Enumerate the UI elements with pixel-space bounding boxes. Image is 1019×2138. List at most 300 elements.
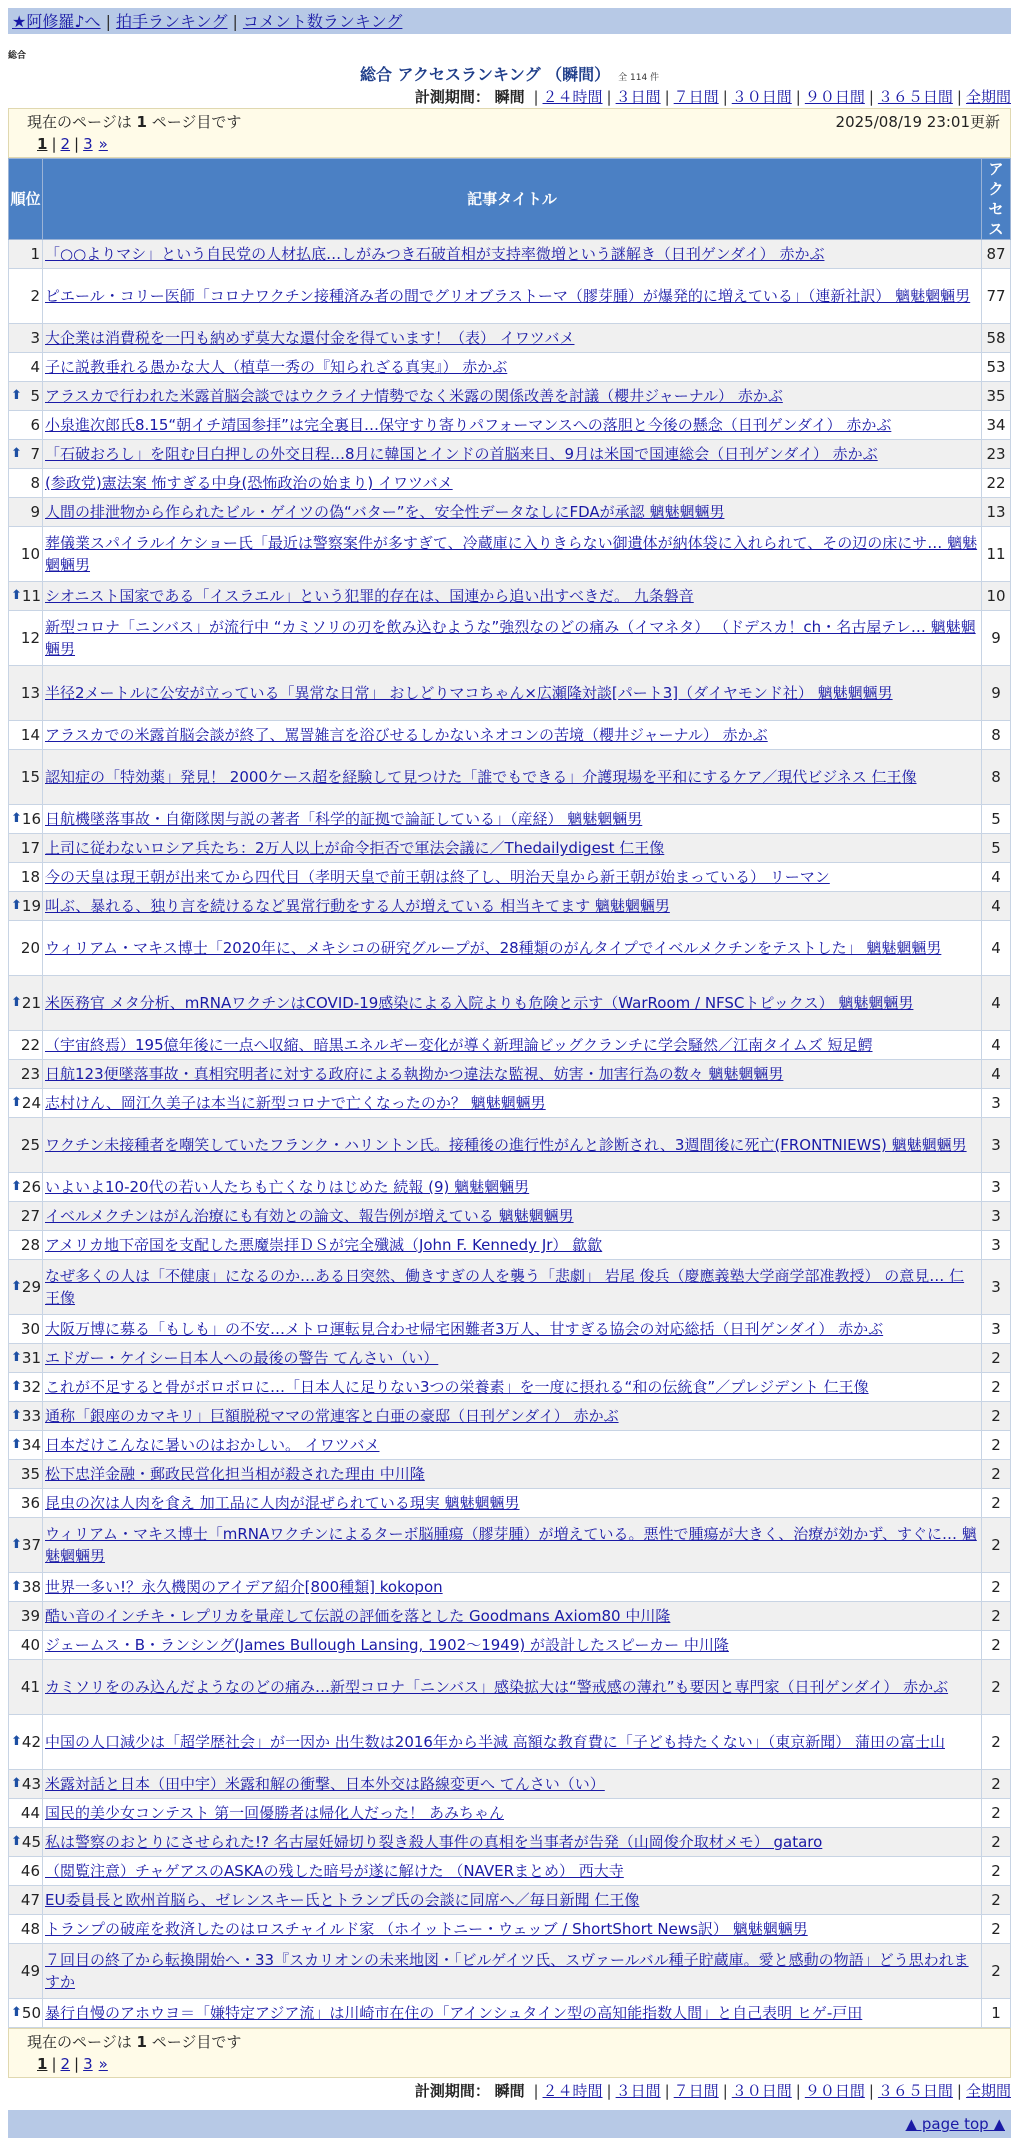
rank-cell [9,834,43,863]
access-count: 9 [982,666,1011,721]
separator: | [722,2082,728,2100]
article-title-link[interactable]: 「○○よりマシ」という自民党の人材払底…しがみつき石破首相が支持率微増という謎解き（日刊ゲンダイ） 赤かぶ [45,245,825,263]
rank-cell [9,1402,43,1431]
rank-number: 33 [21,1407,41,1425]
article-title-link[interactable]: 大阪万博に募る「もしも」の不安…メトロ運転見合わせ帰宅困難者3万人、甘すぎる協会の対応総括（日刊ゲンダイ） 赤かぶ [45,1320,884,1338]
ranking-row [9,1089,1011,1118]
ranking-row [9,498,1011,527]
access-count: 2 [982,1344,1011,1373]
rank-number: 22 [20,1036,40,1054]
separator: | [606,2082,612,2100]
article-title-link[interactable]: いよいよ10-20代の若い人たちも亡くなりはじめた 続報 (9) 魑魅魍魎男 [45,1178,530,1196]
ranking-row [9,1573,1011,1602]
rank-number: 21 [21,994,41,1012]
home-link[interactable]: ★阿修羅♪へ [12,12,101,31]
rank-number: 45 [21,1833,41,1851]
title-cell [43,611,982,666]
article-title-link[interactable]: 米医務官 メタ分析、mRNAワクチンはCOVID-19感染による入院よりも危険と示す（WarRoom / NFSCトピックス） 魑魅魍魎男 [45,994,914,1012]
total-count: 全 114 件 [618,73,660,83]
access-count: 13 [982,498,1011,527]
rank-cell [9,353,43,382]
article-title-link[interactable]: 日航機墜落事故・自衛隊関与説の著者「科学的証拠で論証している」（産経） 魑魅魍魎男 [45,810,643,828]
title-cell [43,976,982,1031]
rank-cell [9,1315,43,1344]
rank-up-arrow-icon: ⬆ [11,588,22,603]
ranking-row [9,1886,1011,1915]
access-count: 2 [982,1828,1011,1857]
separator: | [533,2082,539,2100]
access-count: 3 [982,1089,1011,1118]
rank-number: 23 [20,1065,40,1083]
access-count: 4 [982,1060,1011,1089]
rank-number: 30 [20,1320,40,1338]
period-option-link[interactable]: ７日間 [673,88,719,106]
ranking-row [9,721,1011,750]
rank-number: 46 [20,1862,40,1880]
page-link[interactable]: 3 [83,135,93,153]
ranking-row [9,834,1011,863]
rank-number: 41 [20,1678,40,1696]
access-count: 11 [982,527,1011,582]
article-title-link[interactable]: これが不足すると骨がボロボロに…「日本人に足りない3つの栄養素」を一度に摂れる“和の伝統食”／プレジデント 仁王像 [45,1378,869,1396]
rank-cell [9,1631,43,1660]
access-count: 3 [982,1173,1011,1202]
title-cell [43,1944,982,1999]
article-title-link[interactable]: 子に説教垂れる愚かな大人（植草一秀の『知られざる真実』） 赤かぶ [45,358,508,376]
access-count: 8 [982,750,1011,805]
title-cell [43,1770,982,1799]
title-cell [43,353,982,382]
access-count: 8 [982,721,1011,750]
updated-time: 2025/08/19 23:01更新 [835,113,1000,131]
access-count: 2 [982,1857,1011,1886]
article-title-link[interactable]: 日本だけこんなに暑いのはおかしい。 イワツバメ [45,1436,380,1454]
article-title-link[interactable]: 昆虫の次は人肉を食え 加工品に人肉が混ぜられている現実 魑魅魍魎男 [45,1494,520,1512]
article-title-link[interactable]: アラスカでの米露首脳会談が終了、罵詈雑言を浴びせるしかないネオコンの苦境（櫻井ジャーナル） 赤かぶ [45,726,768,744]
ranking-row [9,353,1011,382]
rank-cell [9,1231,43,1260]
rank-number: 47 [20,1891,40,1909]
ranking-row [9,269,1011,324]
ranking-row [9,1315,1011,1344]
title-cell [43,1231,982,1260]
access-count: 9 [982,611,1011,666]
title-cell [43,1031,982,1060]
article-title-link[interactable]: カミソリをのみ込んだようなのどの痛み…新型コロナ「ニンバス」感染拡大は“警戒感の薄れ”も要因と専門家（日刊ゲンダイ） 赤かぶ [45,1678,949,1696]
rank-number: 50 [21,2004,41,2022]
period-selector-top [0,86,1011,108]
access-count: 2 [982,1489,1011,1518]
rank-up-arrow-icon: ⬆ [11,446,22,461]
ranking-row [9,582,1011,611]
access-count: 4 [982,863,1011,892]
period-option-link[interactable]: ３０日間 [731,88,792,106]
article-title-link[interactable]: ワクチン未接種者を嘲笑していたフランク・ハリントン氏。接種後の進行性がんと診断され、3週間後に死亡(FRONTNIEWS) 魑魅魍魎男 [45,1136,967,1154]
period-selector-bottom [0,2080,1011,2102]
ranking-row [9,1118,1011,1173]
title-cell [43,1573,982,1602]
access-count: 3 [982,1118,1011,1173]
article-title-link[interactable]: シオニスト国家である「イスラエル」という犯罪的存在は、国連から追い出すべきだ。 九条磐音 [45,587,694,605]
separator: | [533,88,539,106]
ranking-row [9,1518,1011,1573]
rank-cell [9,1944,43,1999]
separator: | [74,2055,80,2073]
ranking-row [9,1915,1011,1944]
article-title-link[interactable]: 暴行自慢のアホウヨ＝「嫌特定アジア流」は川崎市在住の「アインシュタイン型の高知能指数人間」と自己表明 ヒゲ-戸田 [45,2004,863,2022]
access-count: 2 [982,1660,1011,1715]
title-cell [43,750,982,805]
period-option-link[interactable]: ３０日間 [731,2082,792,2100]
access-count: 34 [982,411,1011,440]
rank-number: 2 [30,287,40,305]
separator: | [664,88,670,106]
article-title-link[interactable]: イベルメクチンはがん治療にも有効との論文、報告例が増えている 魑魅魍魎男 [45,1207,574,1225]
ranking-row [9,1799,1011,1828]
rank-number: 5 [30,387,40,405]
separator: | [956,2082,962,2100]
rank-cell [9,527,43,582]
rank-up-arrow-icon: ⬆ [11,1437,22,1452]
separator: | [795,2082,801,2100]
rank-up-arrow-icon: ⬆ [11,388,22,403]
article-title-link[interactable]: 人間の排泄物から作られたビル・ゲイツの偽“バター”を、安全性データなしにFDAが承認 魑魅魍魎男 [45,503,725,521]
rank-up-arrow-icon: ⬆ [11,1350,22,1365]
comment-ranking-link[interactable]: コメント数ランキング [242,12,403,31]
article-title-link[interactable]: ウィリアム・マキス博士「2020年に、メキシコの研究グループが、28種類のがんタイプでイベルメクチンをテストした」 魑魅魍魎男 [45,939,942,957]
title-cell [43,1173,982,1202]
title-cell [43,1060,982,1089]
rank-cell [9,582,43,611]
article-title-link[interactable]: （閲覧注意）チャゲアスのASKAの残した暗号が遂に解けた （NAVERまとめ） 西大寺 [45,1862,624,1880]
ranking-row [9,1857,1011,1886]
title-cell [43,382,982,411]
title-cell [43,1631,982,1660]
ranking-row [9,1202,1011,1231]
article-title-link[interactable]: アラスカで行われた米露首脳会談ではウクライナ情勢でなく米露の関係改善を討議（櫻井ジャーナル） 赤かぶ [45,387,783,405]
period-current: 瞬間 [494,88,525,106]
page-link[interactable]: 1 [37,135,48,153]
rank-cell [9,469,43,498]
rank-cell [9,1489,43,1518]
rank-number: 27 [20,1207,40,1225]
rank-number: 43 [21,1775,41,1793]
ranking-row [9,1489,1011,1518]
ranking-row [9,611,1011,666]
pager-top [8,108,1011,158]
rank-cell [9,611,43,666]
title-cell [43,1202,982,1231]
article-title-link[interactable]: 国民的美少女コンテスト 第一回優勝者は帰化人だった！ あみちゃん [45,1804,504,1822]
article-title-link[interactable]: 上司に従わないロシア兵たち：2万人以上が命令拒否で軍法会議に／Thedailydigest 仁王像 [45,839,665,857]
article-title-link[interactable]: アメリカ地下帝国を支配した悪魔崇拝ＤＳが完全殲滅（John F. Kennedy Jr） 歙歙 [45,1236,603,1254]
separator: | [606,88,612,106]
rank-number: 29 [21,1278,41,1296]
article-title-link[interactable]: 叫ぶ、暴れる、独り言を続けるなど異常行動をする人が増えている 相当キてます 魑魅魍魎男 [45,897,670,915]
page-links [37,133,1000,155]
article-title-link[interactable]: ジェームス・B・ランシング(James Bullough Lansing, 1902～1949) が設計したスピーカー 中川隆 [45,1636,729,1654]
period-option-link[interactable]: 全期間 [965,2082,1011,2100]
rank-number: 1 [30,245,40,263]
rank-cell [9,721,43,750]
rank-cell [9,750,43,805]
rank-number: 15 [20,768,40,786]
article-title-link[interactable]: （宇宙終焉）195億年後に一点へ収縮、暗黒エネルギー変化が導く新理論ビッグクランチに学会騒然／江南タイムズ 短足鰐 [45,1036,873,1054]
title-cell [43,892,982,921]
access-count: 4 [982,921,1011,976]
rank-cell [9,1715,43,1770]
access-count: 2 [982,1602,1011,1631]
access-count: 5 [982,834,1011,863]
rank-number: 4 [30,358,40,376]
rank-cell [9,1602,43,1631]
rank-cell [9,240,43,269]
article-title-link[interactable]: トランプの破産を救済したのはロスチャイルド家 （ホイットニー・ウェッブ / ShortShort News訳） 魑魅魍魎男 [45,1920,808,1938]
access-count: 2 [982,1518,1011,1573]
rank-number: 7 [30,445,40,463]
article-title-link[interactable]: EU委員長と欧州首脳ら、ゼレンスキー氏とトランプ氏の会談に同席へ／毎日新聞 仁王像 [45,1891,640,1909]
rank-cell [9,1031,43,1060]
rank-cell [9,1260,43,1315]
title-cell [43,1828,982,1857]
ranking-row [9,1344,1011,1373]
rank-number: 3 [30,329,40,347]
rank-up-arrow-icon: ⬆ [11,1179,22,1194]
rank-up-arrow-icon: ⬆ [11,811,22,826]
rank-number: 36 [20,1494,40,1512]
ranking-row [9,1602,1011,1631]
rank-number: 14 [20,726,40,744]
access-count: 2 [982,1402,1011,1431]
article-title-link[interactable]: 世界一多い!？永久機関のアイデア紹介[800種類] kokopon [45,1578,443,1596]
period-option-link[interactable]: ９０日間 [804,88,865,106]
rank-cell [9,1518,43,1573]
article-title-link[interactable]: 米露対話と日本（田中宇）米露和解の衝撃、日本外交は路線変更へ てんさい（い） [45,1775,605,1793]
period-label: 計測期間： [414,88,490,106]
title-cell [43,1260,982,1315]
next-page-link[interactable]: » [98,2055,108,2073]
title-cell [43,834,982,863]
page-link[interactable]: 2 [60,2055,71,2073]
rank-up-arrow-icon: ⬆ [11,1579,22,1594]
separator: | [722,88,728,106]
period-option-link[interactable]: ９０日間 [804,2082,865,2100]
ranking-row [9,1828,1011,1857]
title-cell [43,324,982,353]
ranking-row [9,750,1011,805]
ranking-row [9,1173,1011,1202]
rank-number: 32 [21,1378,41,1396]
rank-cell [9,1857,43,1886]
title-cell [43,1857,982,1886]
article-title-link[interactable]: ７回目の終了から転換開始へ・33『スカリオンの未来地図・「ビルゲイツ氏、スヴァールバル種子貯蔵庫。愛と感動の物語」どう思われますか [45,1951,969,1991]
page-top-link[interactable]: ▲ page top ▲ [905,2115,1005,2133]
ranking-row [9,1402,1011,1431]
rank-number: 12 [20,629,40,647]
article-title-link[interactable]: 松下忠洋金融・郵政民営化担当相が殺された理由 中川隆 [45,1465,425,1483]
article-title-link[interactable]: なぜ多くの人は「不健康」になるのか…ある日突然、働きすぎの人を襲う「悲劇」 岩尾 俊兵（慶應義塾大学商学部准教授） の意見… 仁王像 [45,1267,965,1307]
rank-cell [9,269,43,324]
next-page-link[interactable]: » [98,135,108,153]
title-cell [43,721,982,750]
clap-ranking-link[interactable]: 拍手ランキング [115,12,228,31]
rank-cell [9,1886,43,1915]
ranking-row [9,1631,1011,1660]
page-link[interactable]: 3 [83,2055,93,2073]
ranking-row [9,863,1011,892]
rank-cell [9,863,43,892]
separator: | [956,88,962,106]
rank-cell [9,666,43,721]
article-title-link[interactable]: 中国の人口減少は「超学歴社会」が一因か 出生数は2016年から半減 高額な教育費に「子ども持たくない」（東京新聞） 蒲田の富士山 [45,1733,945,1751]
access-count: 77 [982,269,1011,324]
rank-cell [9,892,43,921]
article-title-link[interactable]: 私は警察のおとりにさせられた!? 名古屋妊婦切り裂き殺人事件の真相を当事者が告発（山岡俊介取材メモ） gataro [45,1833,823,1851]
ranking-row [9,240,1011,269]
rank-cell [9,976,43,1031]
rank-number: 35 [20,1465,40,1483]
title-cell [43,1886,982,1915]
ranking-row [9,921,1011,976]
rank-cell [9,1999,43,2028]
access-count: 4 [982,1031,1011,1060]
rank-cell [9,921,43,976]
rank-number: 11 [21,587,41,605]
pager-bottom [8,2028,1011,2078]
article-title-link[interactable]: 通称「銀座のカマキリ」巨額脱税ママの常連客と白亜の豪邸（日刊ゲンダイ） 赤かぶ [45,1407,619,1425]
ranking-row [9,1260,1011,1315]
top-nav [8,8,1011,34]
article-title-link[interactable]: エドガー・ケイシー日本人への最後の警告 てんさい（い） [45,1349,439,1367]
page-link[interactable]: 2 [60,135,71,153]
period-option-link[interactable]: ２４時間 [542,88,603,106]
article-title-link[interactable]: (参政党)憲法案 怖すぎる中身(恐怖政治の始まり) イワツバメ [45,474,453,492]
ranking-row [9,976,1011,1031]
ranking-row [9,892,1011,921]
ranking-row [9,1431,1011,1460]
period-current: 瞬間 [494,2082,525,2100]
page-status: 現在のページは 1 ページ目です [27,2033,242,2051]
access-count: 2 [982,1886,1011,1915]
rank-number: 25 [20,1136,40,1154]
separator: | [105,12,111,31]
ranking-row [9,1060,1011,1089]
rank-number: 34 [21,1436,41,1454]
rank-number: 6 [30,416,40,434]
rank-number: 18 [20,868,40,886]
article-title-link[interactable]: 今の天皇は現王朝が出来てから四代目（孝明天皇で前王朝は終了し、明治天皇から新王朝が始まっている） リーマン [45,868,830,886]
rank-up-arrow-icon: ⬆ [11,1279,22,1294]
rank-up-arrow-icon: ⬆ [11,2005,22,2020]
article-title-link[interactable]: 認知症の「特効薬」発見！ 2000ケース超を経験して見つけた「誰でもできる」介護現場を平和にするケア／現代ビジネス 仁王像 [45,768,917,786]
title-cell [43,1373,982,1402]
period-option-link[interactable]: ２４時間 [542,2082,603,2100]
ranking-row [9,1999,1011,2028]
rank-number: 24 [21,1094,41,1112]
title-cell [43,1460,982,1489]
rank-cell [9,1828,43,1857]
rank-cell [9,1060,43,1089]
rank-cell [9,411,43,440]
title-cell [43,1799,982,1828]
ranking-row [9,324,1011,353]
article-title-link[interactable]: 酷い音のインチキ・レプリカを量産して伝説の評価を落とした Goodmans Axiom80 中川隆 [45,1607,671,1625]
rank-number: 19 [21,897,41,915]
period-option-link[interactable]: ３６５日間 [877,2082,953,2100]
access-count: 1 [982,1999,1011,2028]
ranking-row [9,1231,1011,1260]
access-count: 2 [982,1715,1011,1770]
rank-cell [9,1915,43,1944]
period-option-link[interactable]: ３日間 [615,88,661,106]
article-title-link[interactable]: 小泉進次郎氏8.15“朝イチ靖国参拝”は完全裏目…保守すり寄りパフォーマンスへの落胆と今後の懸念（日刊ゲンダイ） 赤かぶ [45,416,892,434]
page-status: 現在のページは 1 ページ目です [27,113,242,131]
separator: | [51,2055,57,2073]
rank-number: 26 [21,1178,41,1196]
ranking-row [9,1944,1011,1999]
separator: | [74,135,80,153]
access-count: 10 [982,582,1011,611]
article-title-link[interactable]: 新型コロナ「ニンバス」が流行中 “カミソリの刃を飲み込むような”強烈なのどの痛み（イマネタ） （ドデスカ！ch・名古屋テレ… 魑魅魍魎男 [45,618,976,658]
period-option-link[interactable]: 全期間 [965,88,1011,106]
period-option-link[interactable]: ３日間 [615,2082,661,2100]
period-option-link[interactable]: ７日間 [673,2082,719,2100]
access-count: 4 [982,892,1011,921]
separator: | [795,88,801,106]
rank-cell [9,1202,43,1231]
article-title-link[interactable]: 「石破おろし」を阻む目白押しの外交日程…8月に韓国とインドの首脳来日、9月は米国で国連総会（日刊ゲンダイ） 赤かぶ [45,445,878,463]
separator: | [868,2082,874,2100]
col-title-header: 記事タイトル [43,159,982,240]
rank-number: 20 [20,939,40,957]
period-option-link[interactable]: ３６５日間 [877,88,953,106]
access-count: 2 [982,1944,1011,1999]
rank-number: 16 [21,810,41,828]
rank-number: 28 [20,1236,40,1254]
article-title-link[interactable]: ウィリアム・マキス博士「mRNAワクチンによるターボ脳腫瘍（膠芽腫）が増えている。悪性で腫瘍が大きく、治療が効かず、すぐに… 魑魅魍魎男 [45,1525,977,1565]
title-cell [43,1118,982,1173]
period-options [529,88,1011,106]
rank-number: 13 [20,684,40,702]
article-title-link[interactable]: 半径2メートルに公安が立っている「異常な日常」 おしどりマコちゃん×広瀬隆対談[パート3]（ダイヤモンド社） 魑魅魍魎男 [45,684,893,702]
title-cell [43,269,982,324]
access-count: 2 [982,1373,1011,1402]
rank-number: 38 [21,1578,41,1596]
title-cell [43,1315,982,1344]
rank-number: 49 [20,1962,40,1980]
page-link[interactable]: 1 [37,2055,48,2073]
title-cell [43,1489,982,1518]
rank-number: 39 [20,1607,40,1625]
article-title-link[interactable]: ピエール・コリー医師「コロナワクチン接種済み者の間でグリオブラストーマ（膠芽腫）が爆発的に増えている」（連新社訳） 魑魅魍魎男 [45,287,971,305]
rank-cell [9,1799,43,1828]
period-label: 計測期間： [414,2082,490,2100]
rank-up-arrow-icon: ⬆ [11,898,22,913]
separator: | [51,135,57,153]
access-count: 35 [982,382,1011,411]
article-title-link[interactable]: 日航123便墜落事故・真相究明者に対する政府による執拗かつ違法な監視、妨害・加害行為の数々 魑魅魍魎男 [45,1065,784,1083]
article-title-link[interactable]: 葬儀業スパイラルイケショー氏「最近は警察案件が多すぎて、冷蔵庫に入りきらない御遺体が納体袋に入れられて、その辺の床にサ… 魑魅魍魎男 [45,534,978,574]
article-title-link[interactable]: 志村けん、岡江久美子は本当に新型コロナで亡くなったのか？ 魑魅魍魎男 [45,1094,546,1112]
rank-up-arrow-icon: ⬆ [11,1734,22,1749]
rank-up-arrow-icon: ⬆ [11,1834,22,1849]
title-cell [43,582,982,611]
access-count: 87 [982,240,1011,269]
title-cell [43,411,982,440]
ranking-row [9,411,1011,440]
article-title-link[interactable]: 大企業は消費税を一円も納めず莫大な還付金を得ています！（表） イワツバメ [45,329,575,347]
access-count: 2 [982,1431,1011,1460]
